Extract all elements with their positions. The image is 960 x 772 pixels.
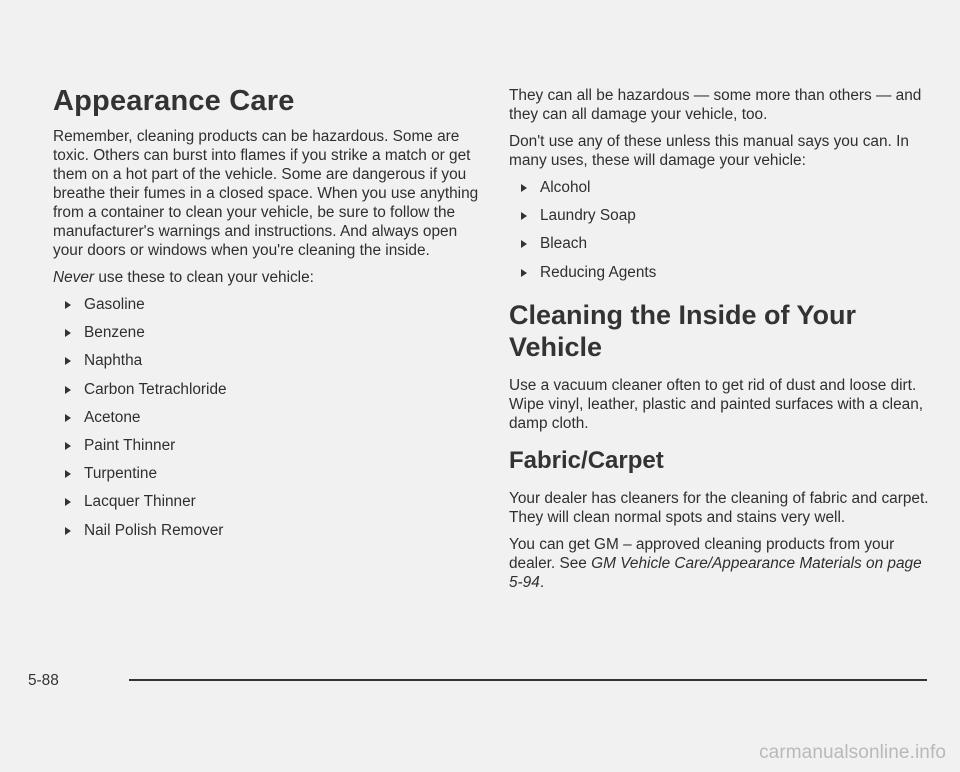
- never-paragraph: [53, 268, 485, 287]
- bullet-icon: [65, 301, 71, 309]
- dont-use-list: [509, 178, 929, 291]
- never-use-list: [53, 295, 485, 549]
- cleaning-inside-heading: Cleaning the Inside of Your Vehicle: [509, 299, 857, 362]
- list-item: Benzene: [53, 323, 485, 351]
- list-item: Lacquer Thinner: [53, 492, 485, 520]
- appearance-care-heading: Appearance Care: [53, 85, 295, 117]
- list-item: Naphtha: [53, 351, 485, 379]
- bullet-icon: [65, 470, 71, 478]
- bullet-icon: [521, 184, 527, 192]
- bullet-icon: [65, 329, 71, 337]
- bullet-icon: [521, 212, 527, 220]
- inside-paragraph: Use a vacuum cleaner often to get rid of dust and loose dirt. Wipe vinyl, leather, plastic and painted surfaces with a clean, damp cloth.: [509, 376, 924, 432]
- bullet-icon: [65, 527, 71, 535]
- never-rest: use these to clean your vehicle:: [94, 269, 314, 286]
- intro-paragraph: Remember, cleaning products can be hazardous. Some are toxic. Others can burst into flames if you strike a match or get them on a hot part of the vehicle. Some are dangerous if you breathe their fumes in a closed space. When you use anything from a container to clean your vehicle, be sure to follow the manufacturer's warnings and instructions. And always open your doors or windows when you're cleaning the inside.: [53, 128, 479, 259]
- list-item: Carbon Tetrachloride: [53, 380, 485, 408]
- hazard-paragraph: They can all be hazardous — some more than others — and they can all damage your vehicle, too.: [509, 87, 922, 123]
- gm-products-paragraph: You can get GM – approved cleaning products from your dealer. See GM Vehicle Care/Appearance Materials on page 5-94.: [509, 535, 922, 591]
- bullet-icon: [65, 498, 71, 506]
- fabric-paragraph: Your dealer has cleaners for the cleaning of fabric and carpet. They will clean normal spots and stains very well.: [509, 489, 929, 526]
- gm-reference-link[interactable]: GM Vehicle Care/Appearance Materials on page 5-94: [509, 554, 922, 591]
- list-item: Gasoline: [53, 295, 485, 323]
- list-item: Reducing Agents: [509, 263, 929, 291]
- list-item: Acetone: [53, 408, 485, 436]
- bullet-icon: [521, 269, 527, 277]
- list-item: Alcohol: [509, 178, 929, 206]
- right-column: [509, 86, 929, 592]
- footer-rule: [129, 679, 927, 681]
- left-column: [53, 84, 485, 549]
- bullet-icon: [65, 357, 71, 365]
- list-item: Paint Thinner: [53, 436, 485, 464]
- fabric-carpet-heading: Fabric/Carpet: [509, 446, 664, 474]
- page-number: 5-88: [28, 672, 59, 689]
- never-word: Never: [53, 269, 95, 286]
- dont-use-paragraph: Don't use any of these unless this manual says you can. In many uses, these will damage your vehicle:: [509, 133, 909, 169]
- bullet-icon: [521, 240, 527, 248]
- bullet-icon: [65, 386, 71, 394]
- list-item: Nail Polish Remover: [53, 521, 485, 549]
- bullet-icon: [65, 442, 71, 450]
- bullet-icon: [65, 414, 71, 422]
- list-item: Bleach: [509, 234, 929, 262]
- watermark: carmanualsonline.info: [759, 742, 946, 763]
- list-item: Turpentine: [53, 464, 485, 492]
- list-item: Laundry Soap: [509, 206, 929, 234]
